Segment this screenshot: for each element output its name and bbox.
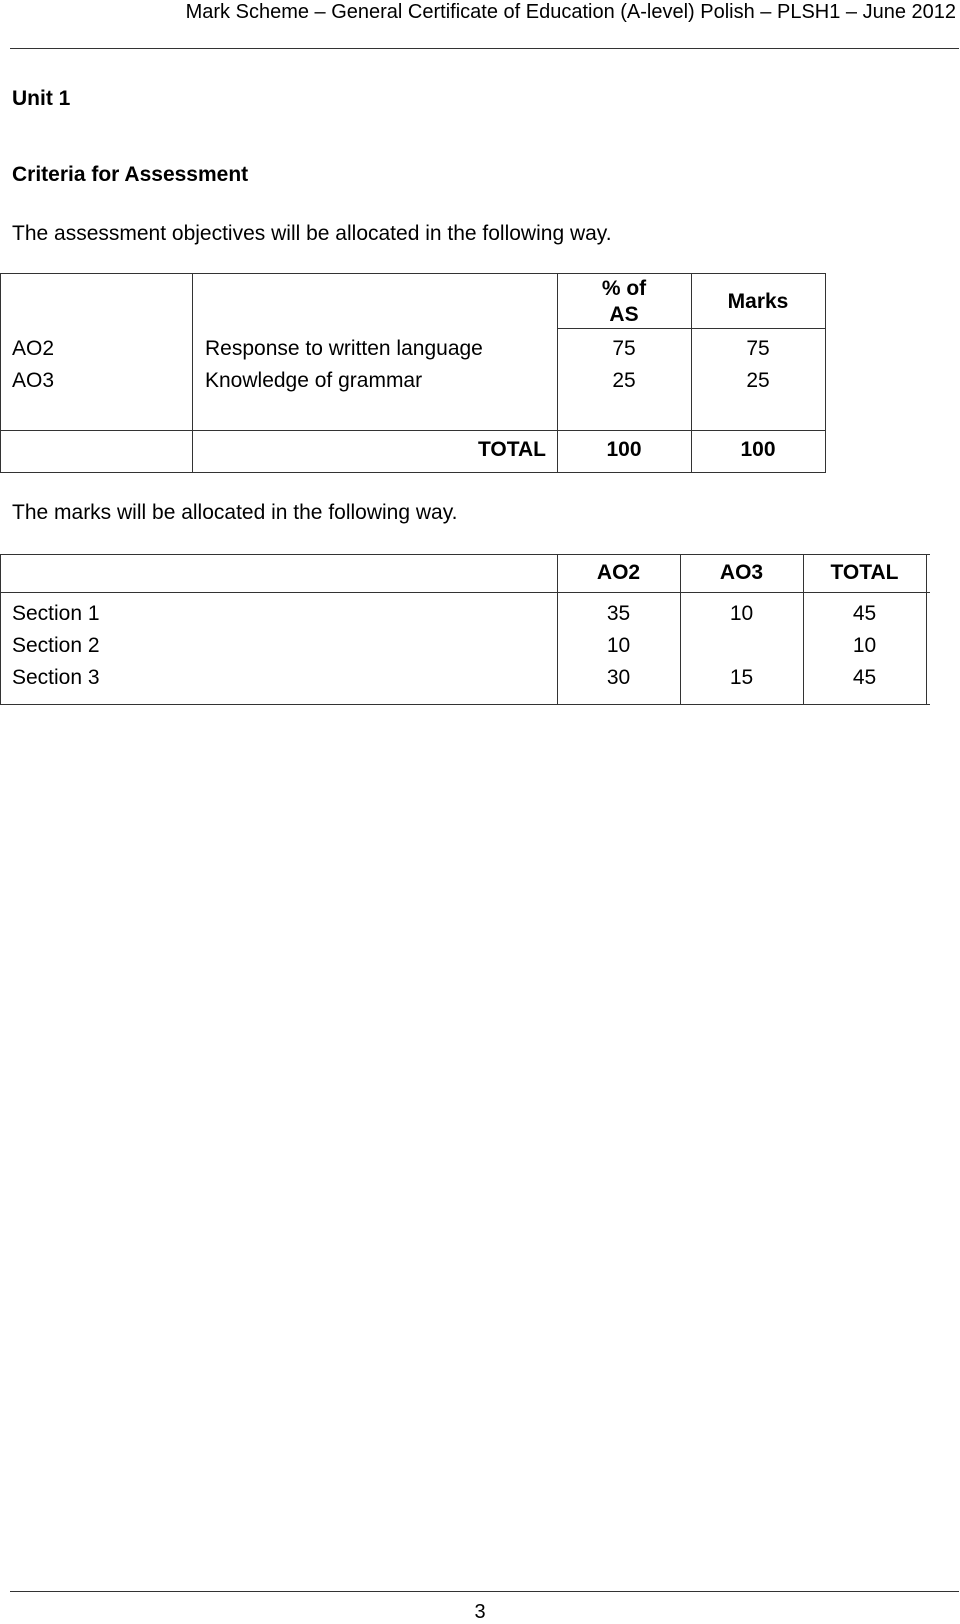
row-section2-total: 10 [852, 634, 877, 657]
header-rule [10, 48, 959, 49]
section-heading: Criteria for Assessment [12, 163, 249, 186]
row-ao3-code: AO3 [12, 369, 55, 392]
header-total: TOTAL [830, 561, 899, 584]
row-section3-total: 45 [852, 666, 877, 689]
table-border [0, 704, 930, 705]
unit-title: Unit 1 [12, 87, 71, 110]
row-ao2-marks: 75 [746, 337, 770, 360]
header-marks: Marks [727, 290, 789, 313]
table-border [0, 273, 826, 274]
row-ao3-marks: 25 [746, 369, 770, 392]
table-border [0, 472, 826, 473]
header-percent-line1: % of [601, 277, 647, 300]
row-section2-ao2: 10 [606, 634, 631, 657]
table-border [0, 592, 930, 593]
row-section1-ao3: 10 [729, 602, 754, 625]
objectives-table [0, 273, 826, 475]
header-percent-line2: AS [609, 303, 639, 326]
row-ao3-description: Knowledge of grammar [205, 369, 423, 392]
total-marks: 100 [740, 438, 776, 461]
table-border [825, 273, 826, 472]
sections-table [0, 554, 930, 706]
header-ao2: AO2 [596, 561, 641, 584]
row-section1-total: 45 [852, 602, 877, 625]
row-ao2-code: AO2 [12, 337, 55, 360]
row-section3-ao2: 30 [606, 666, 631, 689]
footer-rule [10, 1591, 959, 1592]
table-border [0, 554, 930, 555]
row-section3-ao3: 15 [729, 666, 754, 689]
intro-paragraph: The assessment objectives will be allocated in the following way. [12, 222, 612, 245]
row-section3-label: Section 3 [12, 666, 100, 689]
running-header: Mark Scheme – General Certificate of Education (A-level) Polish – PLSH1 – June 2012 [185, 1, 956, 23]
page-number: 3 [474, 1601, 486, 1623]
row-section1-label: Section 1 [12, 602, 100, 625]
table-border [0, 554, 1, 704]
total-percent: 100 [606, 438, 642, 461]
row-section2-label: Section 2 [12, 634, 100, 657]
row-ao2-percent: 75 [612, 337, 636, 360]
table-border [926, 554, 927, 704]
table-border [0, 273, 1, 472]
header-ao3: AO3 [719, 561, 764, 584]
row-section1-ao2: 35 [606, 602, 631, 625]
row-ao2-description: Response to written language [205, 337, 483, 360]
table-border [0, 430, 826, 431]
row-ao3-percent: 25 [612, 369, 636, 392]
marks-paragraph: The marks will be allocated in the following way. [12, 501, 458, 524]
total-label: TOTAL [477, 438, 546, 461]
